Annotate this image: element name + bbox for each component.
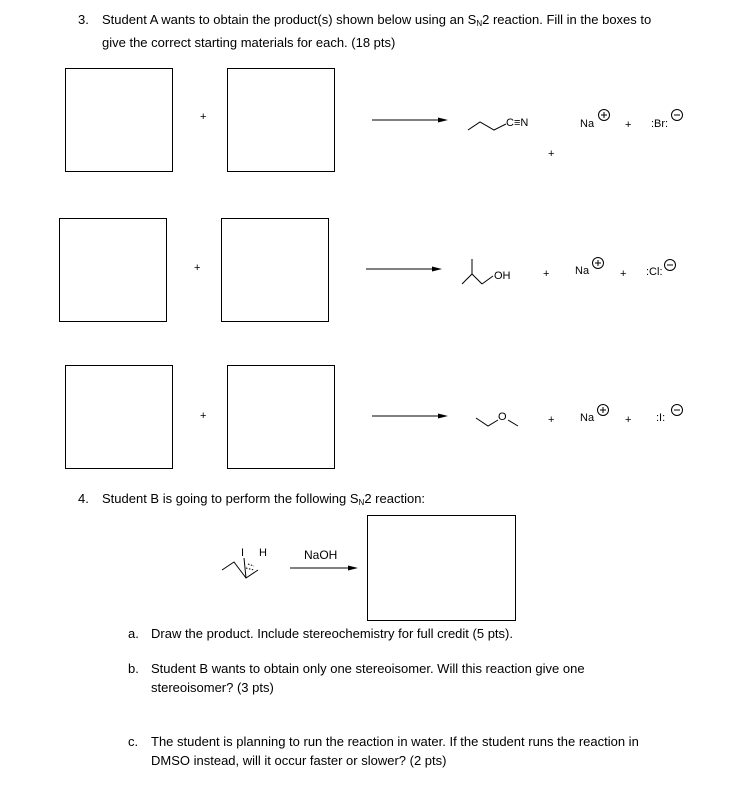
iodide-anion: :I: — [656, 412, 666, 424]
plus-charge-icon — [591, 256, 605, 270]
reagent-label: NaOH — [304, 548, 338, 562]
ether-product — [472, 404, 532, 434]
plus-charge-icon — [596, 403, 610, 417]
plus-sign: + — [625, 119, 632, 131]
plus-sign: + — [194, 262, 201, 274]
plus-sign: + — [200, 111, 207, 123]
question-3-line2: give the correct starting materials for each. (18 pts) — [102, 35, 396, 50]
part-b-letter: b. — [128, 661, 139, 676]
plus-sign: + — [548, 414, 555, 426]
alcohol-product — [458, 254, 528, 284]
question-4-text — [102, 489, 698, 512]
answer-box-r2-b[interactable] — [221, 218, 329, 322]
sodium-cation: Na — [575, 265, 590, 277]
reaction-arrow-q4 — [288, 564, 360, 572]
answer-box-r1-a[interactable] — [65, 68, 173, 172]
part-b — [128, 659, 708, 697]
question-3-text — [102, 10, 698, 52]
question-4-sub: N — [358, 498, 365, 507]
question-4-pre: Student B is going to perform the following S — [102, 491, 359, 506]
question-3-line1-pre: Student A wants to obtain the product(s) shown below using an S — [102, 12, 477, 27]
plus-sign: + — [200, 410, 207, 422]
part-b-line2: stereoisomer? (3 pts) — [151, 680, 274, 695]
part-c-line2: DMSO instead, will it occur faster or slower? (2 pts) — [151, 753, 447, 768]
part-a — [128, 624, 708, 643]
nitrile-product — [462, 108, 542, 138]
question-4 — [78, 489, 698, 512]
hydroxyl-label: OH — [494, 270, 511, 282]
plus-sign: + — [548, 148, 555, 160]
oxygen-label: O — [498, 411, 507, 423]
chloride-anion: :Cl: — [646, 266, 663, 278]
question-3-sub: N — [476, 19, 483, 28]
question-4-number: 4. — [78, 491, 89, 506]
product-answer-box[interactable] — [367, 515, 516, 621]
minus-charge-icon — [670, 108, 684, 122]
iodoalkane-reactant — [218, 544, 278, 584]
reaction-arrow-r3 — [370, 412, 450, 420]
part-c-letter: c. — [128, 734, 139, 749]
sodium-cation: Na — [580, 118, 595, 130]
question-3-number: 3. — [78, 12, 89, 27]
hydrogen-label: H — [259, 547, 267, 559]
part-b-text — [151, 659, 708, 697]
plus-sign: + — [620, 268, 627, 280]
minus-charge-icon — [670, 403, 684, 417]
question-3 — [78, 10, 698, 52]
question-4-post: 2 reaction: — [364, 491, 426, 506]
bromide-anion: :Br: — [651, 118, 669, 130]
part-c-line1: The student is planning to run the reaction in water. If the student runs the reaction in — [151, 734, 639, 749]
answer-box-r1-b[interactable] — [227, 68, 335, 172]
plus-sign: + — [625, 414, 632, 426]
plus-charge-icon — [597, 108, 611, 122]
iodine-label: I — [241, 547, 245, 559]
part-a-letter: a. — [128, 626, 139, 641]
part-c-text — [151, 732, 728, 770]
part-c — [128, 732, 728, 770]
plus-sign: + — [543, 268, 550, 280]
answer-box-r3-b[interactable] — [227, 365, 335, 469]
reaction-arrow-r2 — [364, 265, 444, 273]
part-b-line1: Student B wants to obtain only one stereoisomer. Will this reaction give one — [151, 661, 585, 676]
part-a-text — [151, 624, 708, 643]
nitrile-label: C≡N — [506, 117, 529, 129]
sodium-cation: Na — [580, 412, 595, 424]
question-3-line1-post: 2 reaction. Fill in the boxes to — [482, 12, 652, 27]
answer-box-r2-a[interactable] — [59, 218, 167, 322]
part-a-line1: Draw the product. Include stereochemistry for full credit (5 pts). — [151, 626, 513, 641]
reaction-arrow-r1 — [370, 116, 450, 124]
minus-charge-icon — [663, 258, 677, 272]
answer-box-r3-a[interactable] — [65, 365, 173, 469]
